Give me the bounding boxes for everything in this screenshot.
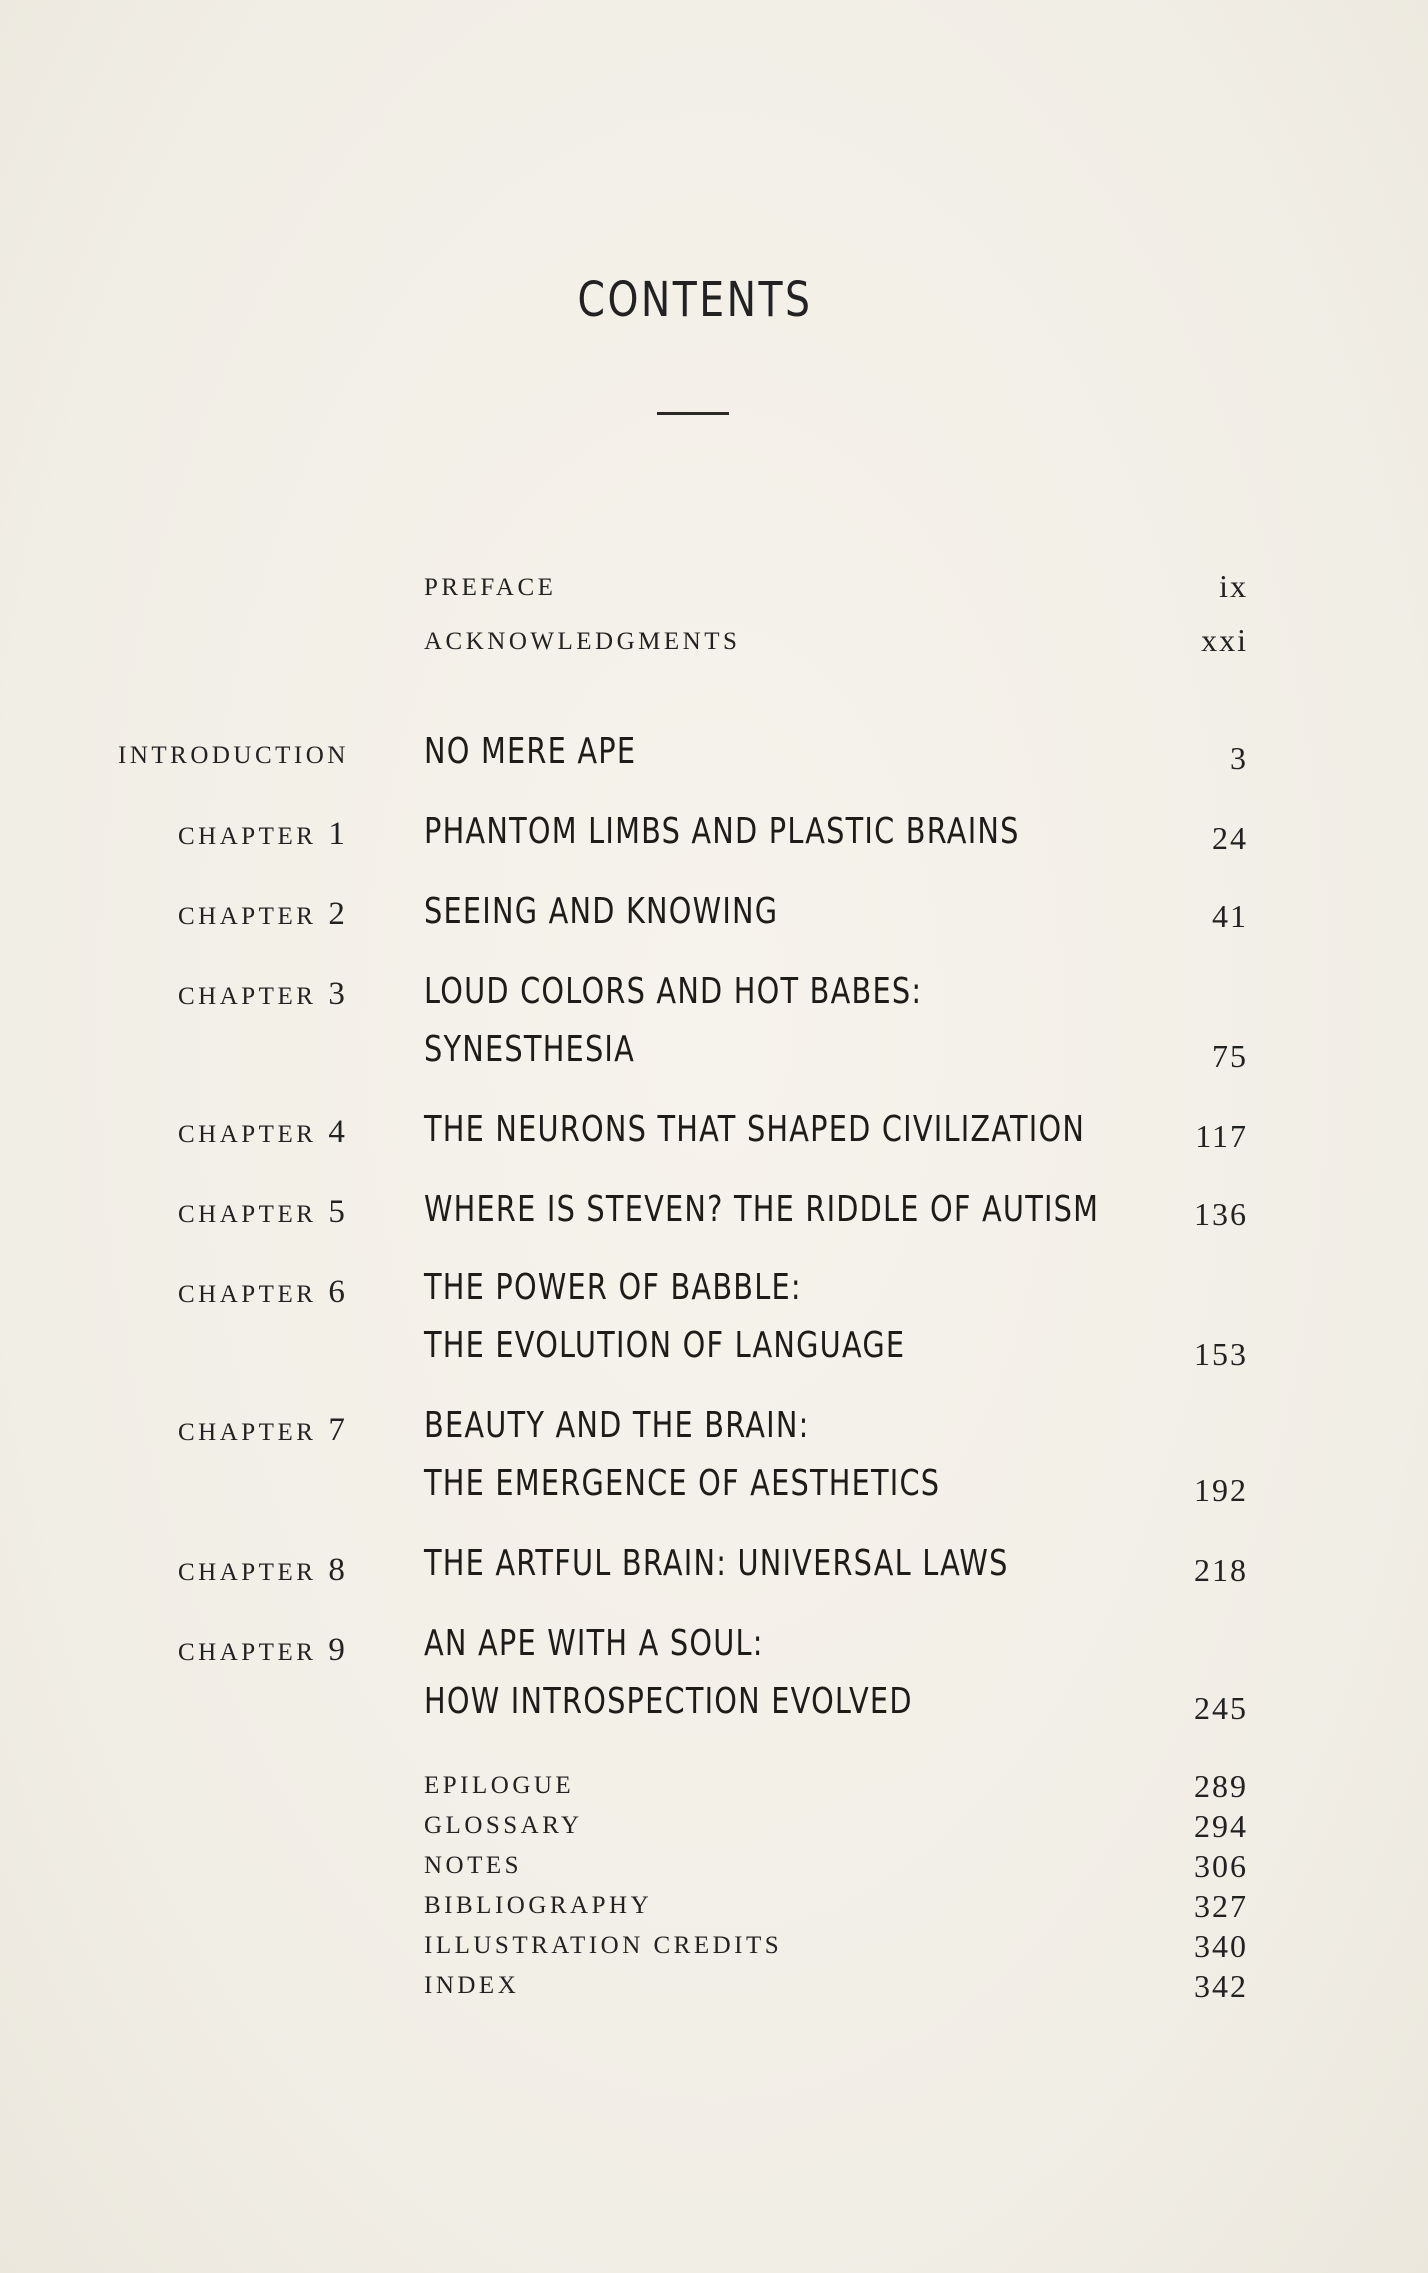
toc-chapter-page-1: 24 (1212, 820, 1248, 856)
toc-chapter-title-2: SEEING AND KNOWING (424, 891, 779, 932)
toc-chapter-title-8: THE ARTFUL BRAIN: UNIVERSAL LAWS (424, 1543, 1009, 1584)
toc-page-preface: ix (1219, 568, 1248, 604)
title-rule (657, 412, 729, 415)
toc-chapter-title-6-line-2: THE EVOLUTION OF LANGUAGE (424, 1325, 906, 1366)
toc-page-illustration-credits: 340 (1194, 1928, 1248, 1964)
toc-chapter-title-1: PHANTOM LIMBS AND PLASTIC BRAINS (424, 811, 1020, 852)
toc-page-glossary: 294 (1194, 1808, 1248, 1844)
toc-chapter-page-9: 245 (1194, 1690, 1248, 1726)
toc-label-index: INDEX (424, 1972, 520, 1999)
toc-page-acknowledgments: xxi (1201, 622, 1248, 658)
toc-label-epilogue: EPILOGUE (424, 1772, 575, 1799)
toc-page-index: 342 (1194, 1968, 1248, 2004)
toc-chapter-label-4: CHAPTER 4 (178, 1114, 345, 1150)
toc-label-bibliography: BIBLIOGRAPHY (424, 1892, 653, 1919)
toc-chapter-page-2: 41 (1212, 898, 1248, 934)
toc-chapter-title-3-line-1: LOUD COLORS AND HOT BABES: (424, 971, 923, 1012)
toc-chapter-label-9: CHAPTER 9 (178, 1632, 345, 1668)
toc-label-notes: NOTES (424, 1852, 523, 1879)
toc-chapter-title-6-line-1: THE POWER OF BABBLE: (424, 1267, 802, 1308)
toc-chapter-title-5: WHERE IS STEVEN? THE RIDDLE OF AUTISM (424, 1189, 1100, 1230)
toc-chapter-title-9-line-1: AN APE WITH A SOUL: (424, 1623, 764, 1664)
toc-chapter-title-7-line-2: THE EMERGENCE OF AESTHETICS (424, 1463, 941, 1504)
toc-chapter-label-1: CHAPTER 1 (178, 816, 345, 852)
toc-chapter-label-3: CHAPTER 3 (178, 976, 345, 1012)
toc-chapter-label-5: CHAPTER 5 (178, 1194, 345, 1230)
toc-chapter-label-2: CHAPTER 2 (178, 896, 345, 932)
toc-chapter-title-7-line-1: BEAUTY AND THE BRAIN: (424, 1405, 810, 1446)
toc-label-glossary: GLOSSARY (424, 1812, 583, 1839)
toc-chapter-title-3-line-2: SYNESTHESIA (424, 1029, 636, 1070)
toc-page-bibliography: 327 (1194, 1888, 1248, 1924)
toc-label-preface: PREFACE (424, 574, 557, 601)
toc-chapter-page-4: 117 (1195, 1118, 1248, 1154)
toc-chapter-page-3: 75 (1212, 1038, 1248, 1074)
toc-chapter-page-8: 218 (1194, 1552, 1248, 1588)
toc-page-epilogue: 289 (1194, 1768, 1248, 1804)
toc-title-introduction: NO MERE APE (424, 731, 637, 772)
page-title: CONTENTS (577, 272, 813, 328)
toc-page-notes: 306 (1194, 1848, 1248, 1884)
toc-chapter-label-6: CHAPTER 6 (178, 1274, 345, 1310)
toc-chapter-page-5: 136 (1194, 1196, 1248, 1232)
toc-chapter-page-6: 153 (1194, 1336, 1248, 1372)
toc-label-illustration-credits: ILLUSTRATION CREDITS (424, 1932, 783, 1959)
toc-chapter-title-4: THE NEURONS THAT SHAPED CIVILIZATION (424, 1109, 1086, 1150)
toc-page-introduction: 3 (1230, 740, 1248, 776)
toc-chapter-title-9-line-2: HOW INTROSPECTION EVOLVED (424, 1681, 913, 1722)
toc-chapter-label-8: CHAPTER 8 (178, 1552, 345, 1588)
toc-chapter-label-7: CHAPTER 7 (178, 1412, 345, 1448)
toc-chapter-page-7: 192 (1194, 1472, 1248, 1508)
toc-label-introduction: INTRODUCTION (118, 742, 349, 769)
toc-label-acknowledgments: ACKNOWLEDGMENTS (424, 628, 741, 655)
